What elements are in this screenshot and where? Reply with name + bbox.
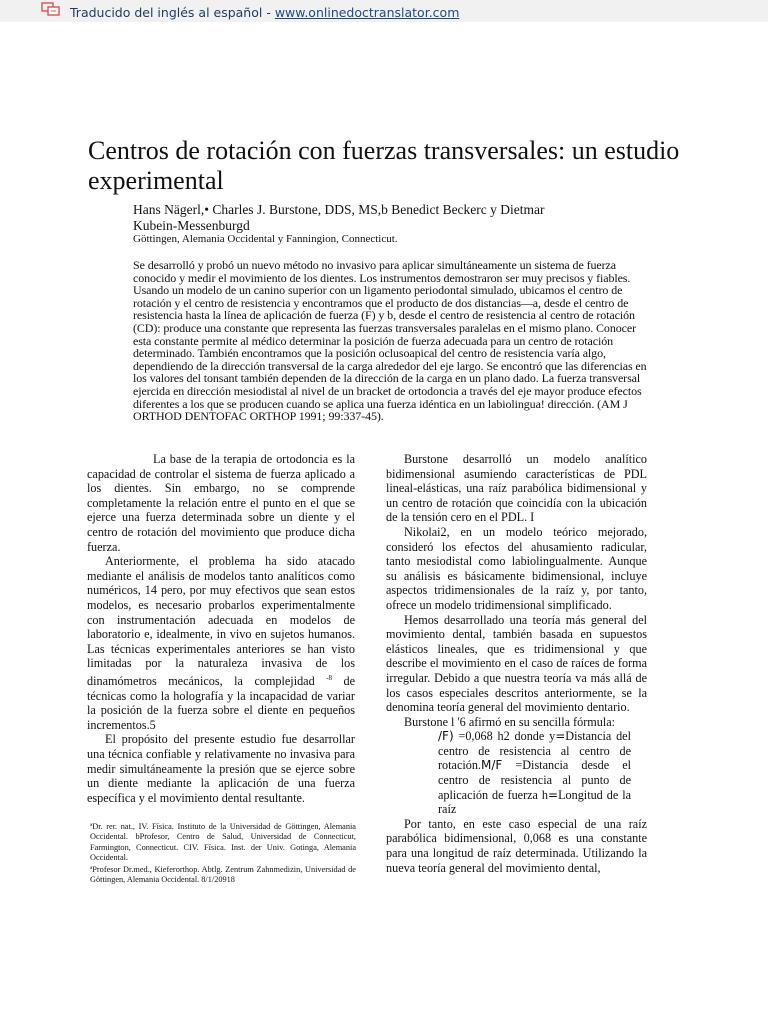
body-paragraph: Burstone desarrolló un modelo analítico bidimensional asumiendo características de PDL lineal-elásticas, una raíz parabólica bidimensional y un centro de rotación que coincidía con la ubicación de la tensión cero en el PDL. I — [386, 452, 647, 525]
left-column — [87, 452, 355, 805]
body-paragraph: Nikolai2, en un modelo teórico mejorado, consideró los efectos del ahusamiento radicular, tanto mesiodistal como labiolingualmente. Aunque su análisis es básicamente bidimensional, incluye aspectos tridimensionales de la raíz y, por tanto, ofrece un modelo tridimensional simplificado. — [386, 524, 647, 612]
body-paragraph: Burstone l '6 afirmó en su sencilla fórmula: — [404, 714, 616, 729]
formula-block: /F) =0,068 h2 donde y=Distancia del centro de resistencia al centro de rotación.M/F =Distancia desde el centro de resistencia al punto de aplicación de fuerza h=Longitud de la raíz — [438, 729, 631, 817]
body-paragraph: El propósito del presente estudio fue desarrollar una técnica confiable y relativamente no invasiva para medir simultáneamente la presión que se ejerce sobre un diente mediante la aplicación de una fuerza específica y el movimiento dental resultante. — [87, 732, 355, 805]
footnote: ªProfesor Dr.med., Kieferorthop. Abtlg. Zentrum Zahnmedizin, Universidad de Göttingen, Alemania Occidental. 8/1/20918 — [90, 865, 356, 885]
translator-logo-icon — [41, 2, 61, 16]
translation-banner — [0, 0, 768, 22]
banner-text: Traducido del inglés al español - www.onlinedoctranslator.com — [70, 5, 460, 20]
body-paragraph: Hemos desarrollado una teoría más general del movimiento dental, también basada en supuestos elásticos lineales, que es tridimensional y que describe el movimiento en el caso de raíces de forma irregular. Debido a que nuestra teoría va más allá de los casos especiales descritos anteriormente, se la denomina teoría general del movimiento dentario. — [386, 612, 647, 715]
footnotes — [90, 822, 356, 888]
right-column — [386, 452, 647, 875]
citation-superscript: -8 — [326, 673, 333, 682]
article-affiliation: Göttingen, Alemania Occidental y Fanningion, Connecticut. — [133, 233, 398, 245]
translator-link[interactable]: www.onlinedoctranslator.com — [274, 5, 460, 20]
article-authors: Hans Nägerl,• Charles J. Burstone, DDS, MS,b Benedict Beckerc y Dietmar Kubein-Messenburgd — [133, 202, 545, 233]
body-paragraph: La base de la terapia de ortodoncia es la capacidad de controlar el sistema de fuerza aplicado a los dientes. Sin embargo, no se comprende completamente la relación entre el punto en el que se ejerce una fuerza determinada sobre un diente y el centro de rotación del movimiento que produce dicha fuerza. — [87, 452, 355, 554]
footnote: ªDr. rer. nat., IV. Física. Instituto de la Universidad de Göttingen, Alemania Occidental. bProfesor, Centro de Salud, Universidad de Connecticut, Farmington, Connecticut. CIV. Física. Inst. der Univ. Gotinga, Alemania Occidental. — [90, 822, 356, 862]
article-title: Centros de rotación con fuerzas transversales: un estudio experimental — [88, 136, 680, 195]
article-abstract: Se desarrolló y probó un nuevo método no invasivo para aplicar simultáneamente un sistema de fuerza conocido y medir el movimiento de los dientes. Los instrumentos demostraron ser muy precisos y fiables. Usando un modelo de un canino superior con un ligamento periodontal simulado, ubicamos el centro de rotación y el centro de resistencia y encontramos que el producto de dos distancias—a, desde el centro de resistencia hasta la línea de aplicación de fuerza (F) y b, desde el centro de resistencia al centro de rotación (CD): produce una constante que representa las fuerzas transversales paralelas en el mismo plano. Conocer esta constante permite al médico determinar la posición de fuerza adecuada para un centro de rotación determinado. También encontramos que la posición oclusoapical del centro de resistencia varía algo, dependiendo de la dirección transversal de la carga alrededor del eje largo. Se encontró que las diferencias en los valores del tonsant también dependen de la dirección de la carga en un plano dado. La fuerza transversal ejercida en dirección mesiodistal al nivel de un bracket de ortodoncia a través del eje mayor produce efectos diferentes a los que se producen cuando se aplica una fuerza idéntica en un labiolingua! dirección. (AM J ORTHOD DENTOFAC ORTHOP 1991; 99:337-45). — [133, 258, 647, 424]
body-paragraph: Anteriormente, el problema ha sido atacado mediante el análisis de modelos tanto analíticos como numéricos, 14 pero, por muy efectivos que sean estos modelos, es necesario probarlos experimentalmente con instrumentación adecuada en modelos de laboratorio e, idealmente, in vivo en sujetos humanos. Las técnicas experimentales anteriores se han visto limitadas por la naturaleza invasiva de los dinamómetros mecánicos, la complejidad $^{-8}$ de técnicas como la holografía y la incapacidad de variar la posición de la fuerza sobre el diente en pequeños incrementos.5 — [87, 554, 355, 732]
body-paragraph: Por tanto, en este caso especial de una raíz parabólica bidimensional, 0,068 es una constante para una longitud de raíz determinada. Utilizando la nueva teoría general del movimiento dental, — [386, 816, 647, 875]
